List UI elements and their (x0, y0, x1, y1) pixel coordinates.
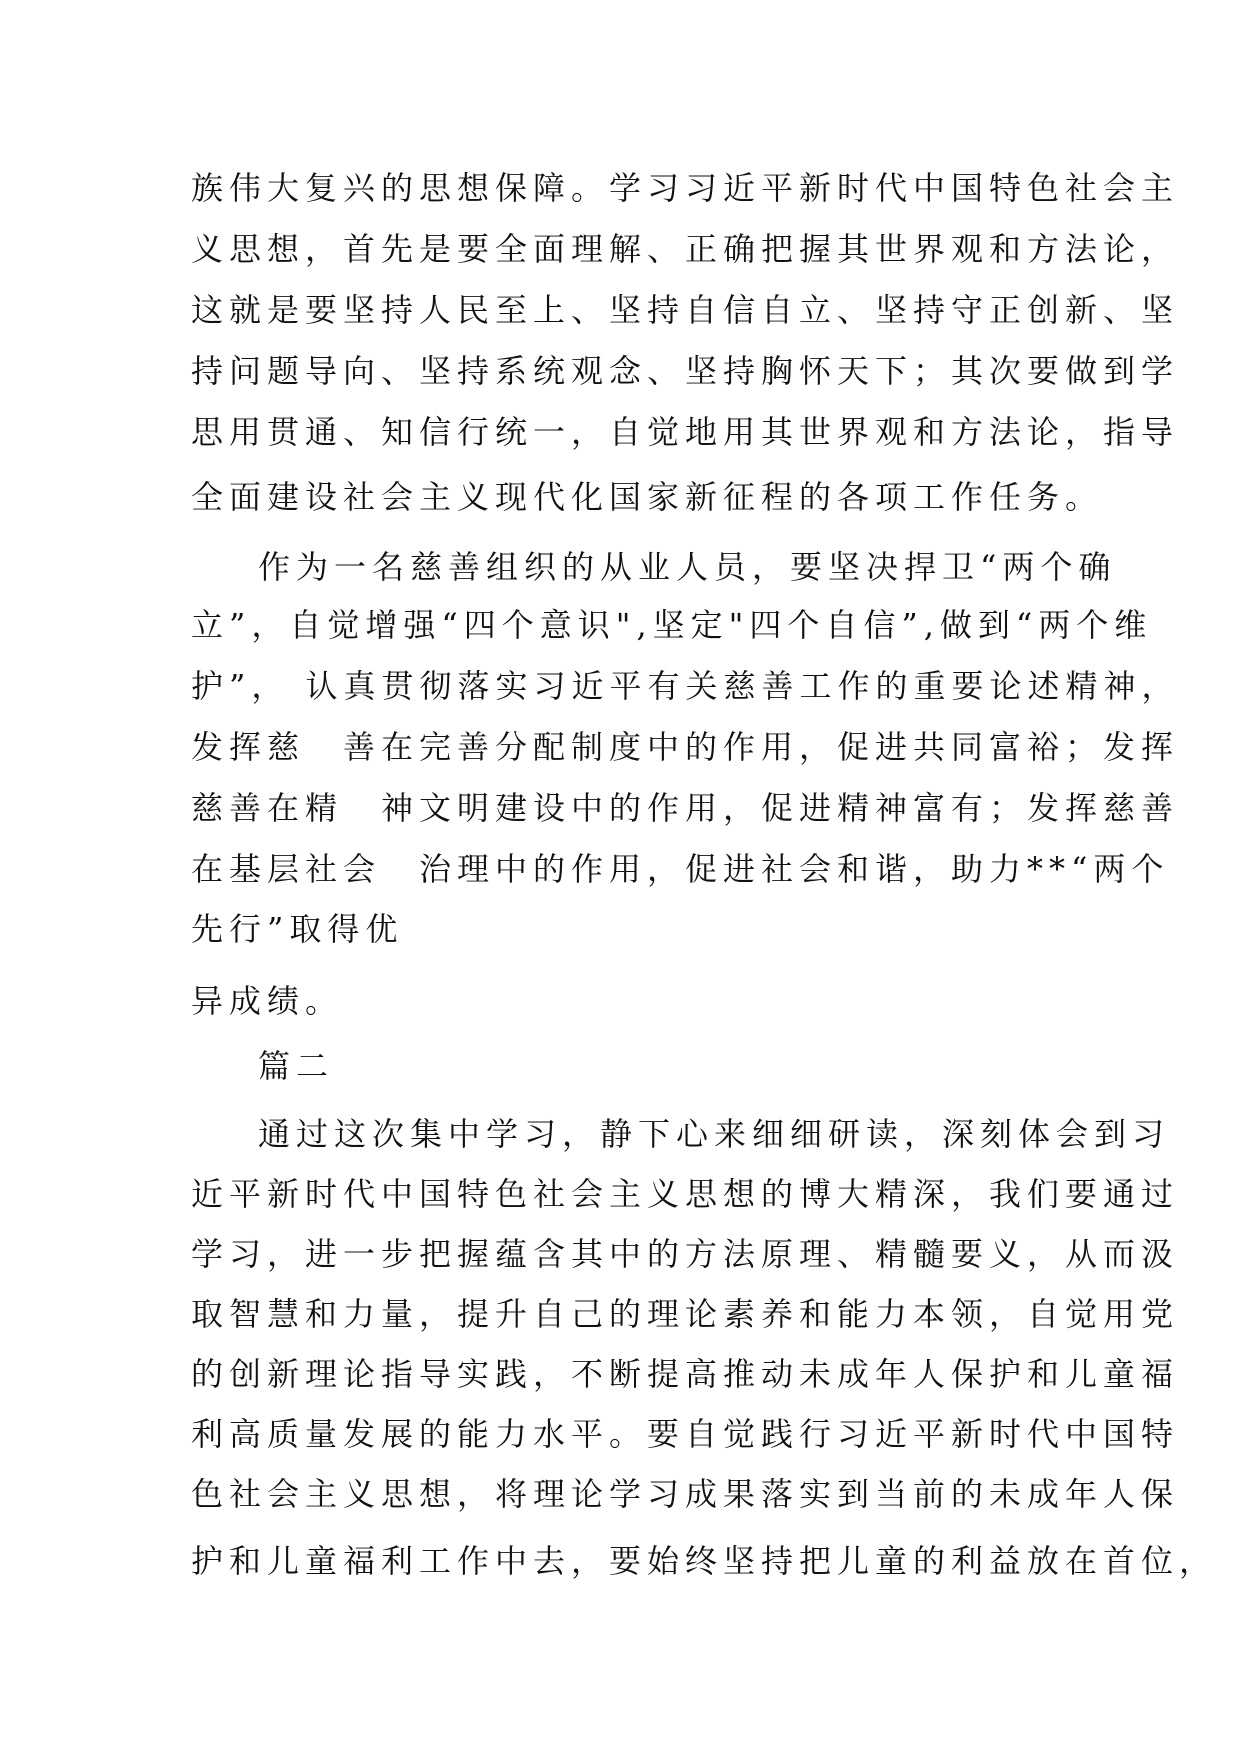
text-line: 先行”取得优 (191, 910, 404, 948)
text-line: 立”，自觉增强“四个意识",坚定"四个自信”,做到“两个维 (191, 606, 1153, 644)
text-line: 色社会主义思想，将理论学习成果落实到当前的未成年人保 (191, 1475, 1180, 1513)
text-line: 护和儿童福利工作中去，要始终坚持把儿童的利益放在首位， (191, 1542, 1218, 1580)
text-line: 族伟大复兴的思想保障。学习习近平新时代中国特色社会主 (191, 169, 1180, 207)
text-line: 在基层社会 治理中的作用，促进社会和谐，助力**“两个 (191, 850, 1170, 888)
text-line: 异成绩。 (191, 982, 344, 1020)
text-line: 近平新时代中国特色社会主义思想的博大精深，我们要通过 (191, 1175, 1180, 1213)
text-line: 的创新理论指导实践，不断提高推动未成年人保护和儿童福 (191, 1355, 1180, 1393)
text-line: 学习，进一步把握蕴含其中的方法原理、精髓要义，从而汲 (191, 1235, 1180, 1273)
section-heading: 篇二 (258, 1047, 335, 1085)
text-line: 思用贯通、知信行统一，自觉地用其世界观和方法论，指导 (191, 413, 1180, 451)
text-line: 护”， 认真贯彻落实习近平有关慈善工作的重要论述精神， (191, 667, 1180, 705)
text-line: 持问题导向、坚持系统观念、坚持胸怀天下；其次要做到学 (191, 352, 1180, 390)
paragraph-first-line: 作为一名慈善组织的从业人员，要坚决捍卫“两个确 (258, 548, 1117, 586)
paragraph-first-line: 通过这次集中学习，静下心来细细研读，深刻体会到习 (258, 1115, 1171, 1153)
text-line: 发挥慈 善在完善分配制度中的作用，促进共同富裕；发挥 (191, 728, 1180, 766)
text-line: 义思想，首先是要全面理解、正确把握其世界观和方法论， (191, 230, 1180, 268)
text-line: 慈善在精 神文明建设中的作用，促进精神富有；发挥慈善 (191, 789, 1180, 827)
text-line: 取智慧和力量，提升自己的理论素养和能力本领，自觉用党 (191, 1295, 1180, 1333)
text-line: 全面建设社会主义现代化国家新征程的各项工作任务。 (191, 478, 1104, 516)
text-line: 利高质量发展的能力水平。要自觉践行习近平新时代中国特 (191, 1415, 1180, 1453)
text-line: 这就是要坚持人民至上、坚持自信自立、坚持守正创新、坚 (191, 291, 1180, 329)
